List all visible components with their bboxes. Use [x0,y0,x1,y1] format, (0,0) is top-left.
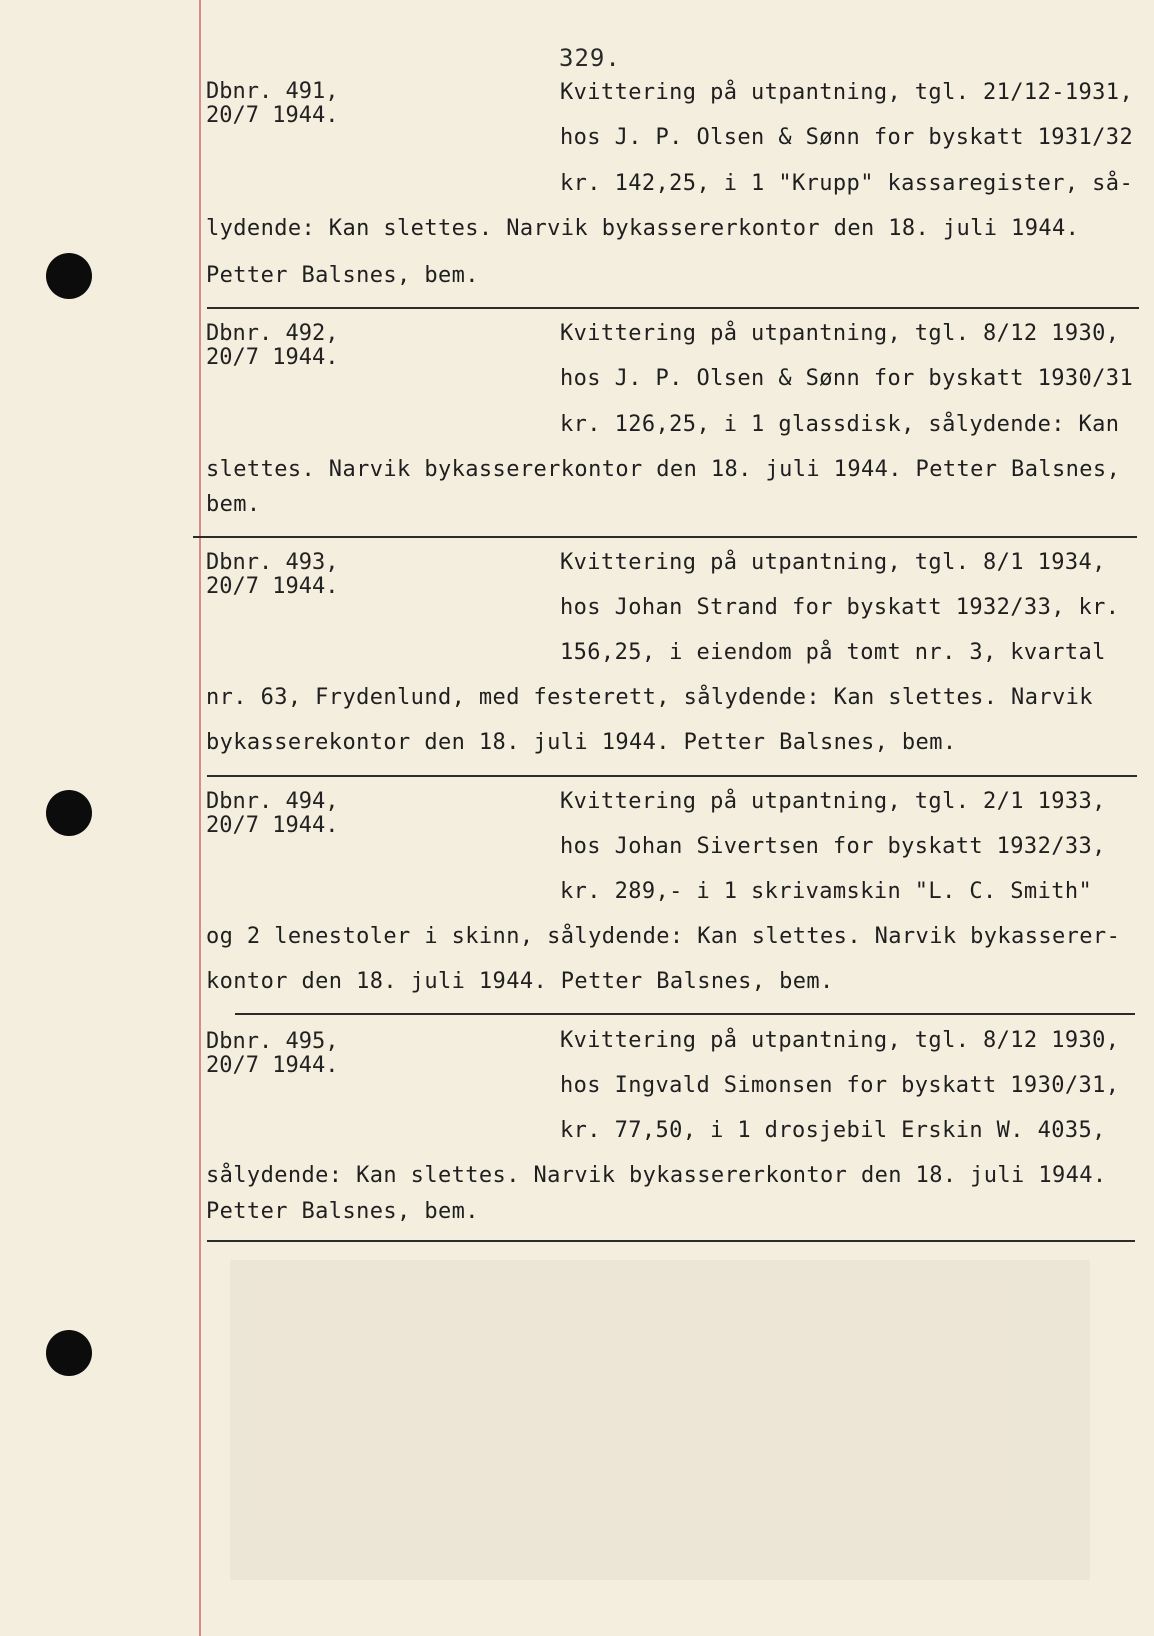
entry-text-line: bykasserekontor den 18. juli 1944. Petter Balsnes, bem. [206,730,957,755]
entry-text-line: nr. 63, Frydenlund, med festerett, sålydende: Kan slettes. Narvik [206,685,1093,710]
entry-text-line: 156,25, i eiendom på tomt nr. 3, kvartal [560,640,1106,665]
dbnr-number: Dbnr. 491, [206,79,339,104]
entry-text-line: slettes. Narvik bykassererkontor den 18. juli 1944. Petter Balsnes, [206,457,1121,482]
entry-text-line: Kvittering på utpantning, tgl. 8/12 1930, [560,1028,1120,1053]
entry-text-line: Petter Balsnes, bem. [206,263,479,288]
entry-divider [235,1013,1135,1015]
entry-text-line: Kvittering på utpantning, tgl. 2/1 1933, [560,789,1106,814]
entry-text-line: hos J. P. Olsen & Sønn for byskatt 1930/31 [560,366,1134,391]
entry-text-line: hos Ingvald Simonsen for byskatt 1930/31, [560,1073,1120,1098]
entry-text-line: kr. 289,- i 1 skrivamskin "L. C. Smith" [560,879,1093,904]
entry-text-line: hos J. P. Olsen & Sønn for byskatt 1931/32 [560,125,1134,150]
entry-text-line: kontor den 18. juli 1944. Petter Balsnes, bem. [206,969,834,994]
page-number: 329. [559,44,621,72]
dbnr-number: Dbnr. 494, [206,789,339,814]
entry-date: 20/7 1944. [206,103,339,128]
entry-text-line: kr. 126,25, i 1 glassdisk, sålydende: Kan [560,412,1120,437]
entry-text-line: lydende: Kan slettes. Narvik bykassererkontor den 18. juli 1944. [206,216,1080,241]
entry-divider [193,536,1137,538]
entry-date: 20/7 1944. [206,1053,339,1078]
entry-reference [206,551,338,599]
punch-hole-icon [46,253,92,299]
entry-text-line: hos Johan Strand for byskatt 1932/33, kr. [560,595,1120,620]
dbnr-number: Dbnr. 493, [206,550,339,575]
entry-text-line: hos Johan Sivertsen for byskatt 1932/33, [560,834,1106,859]
entry-reference [206,790,338,838]
entry-text-line: Kvittering på utpantning, tgl. 8/12 1930, [560,321,1120,346]
entry-divider [207,307,1139,309]
entry-text-line: Kvittering på utpantning, tgl. 8/1 1934, [560,550,1106,575]
entry-date: 20/7 1944. [206,574,339,599]
bleed-through-shadow [230,1260,1090,1580]
entry-reference [206,322,338,370]
entry-text-line: Petter Balsnes, bem. [206,1199,479,1224]
entry-text-line: kr. 77,50, i 1 drosjebil Erskin W. 4035, [560,1118,1106,1143]
entry-text-line: kr. 142,25, i 1 "Krupp" kassaregister, så- [560,171,1134,196]
entry-date: 20/7 1944. [206,345,339,370]
red-margin-line [199,0,201,1636]
dbnr-number: Dbnr. 492, [206,321,339,346]
entry-text-line: sålydende: Kan slettes. Narvik bykassererkontor den 18. juli 1944. [206,1163,1107,1188]
entry-text-line: Kvittering på utpantning, tgl. 21/12-1931, [560,80,1134,105]
entry-text-line: bem. [206,492,261,517]
entry-divider [207,775,1137,777]
entry-reference [206,80,338,128]
entry-divider [207,1240,1135,1242]
entry-reference [206,1030,338,1078]
dbnr-number: Dbnr. 495, [206,1029,339,1054]
punch-hole-icon [46,1330,92,1376]
punch-hole-icon [46,790,92,836]
entry-text-line: og 2 lenestoler i skinn, sålydende: Kan slettes. Narvik bykasserer- [206,924,1121,949]
entry-date: 20/7 1944. [206,813,339,838]
